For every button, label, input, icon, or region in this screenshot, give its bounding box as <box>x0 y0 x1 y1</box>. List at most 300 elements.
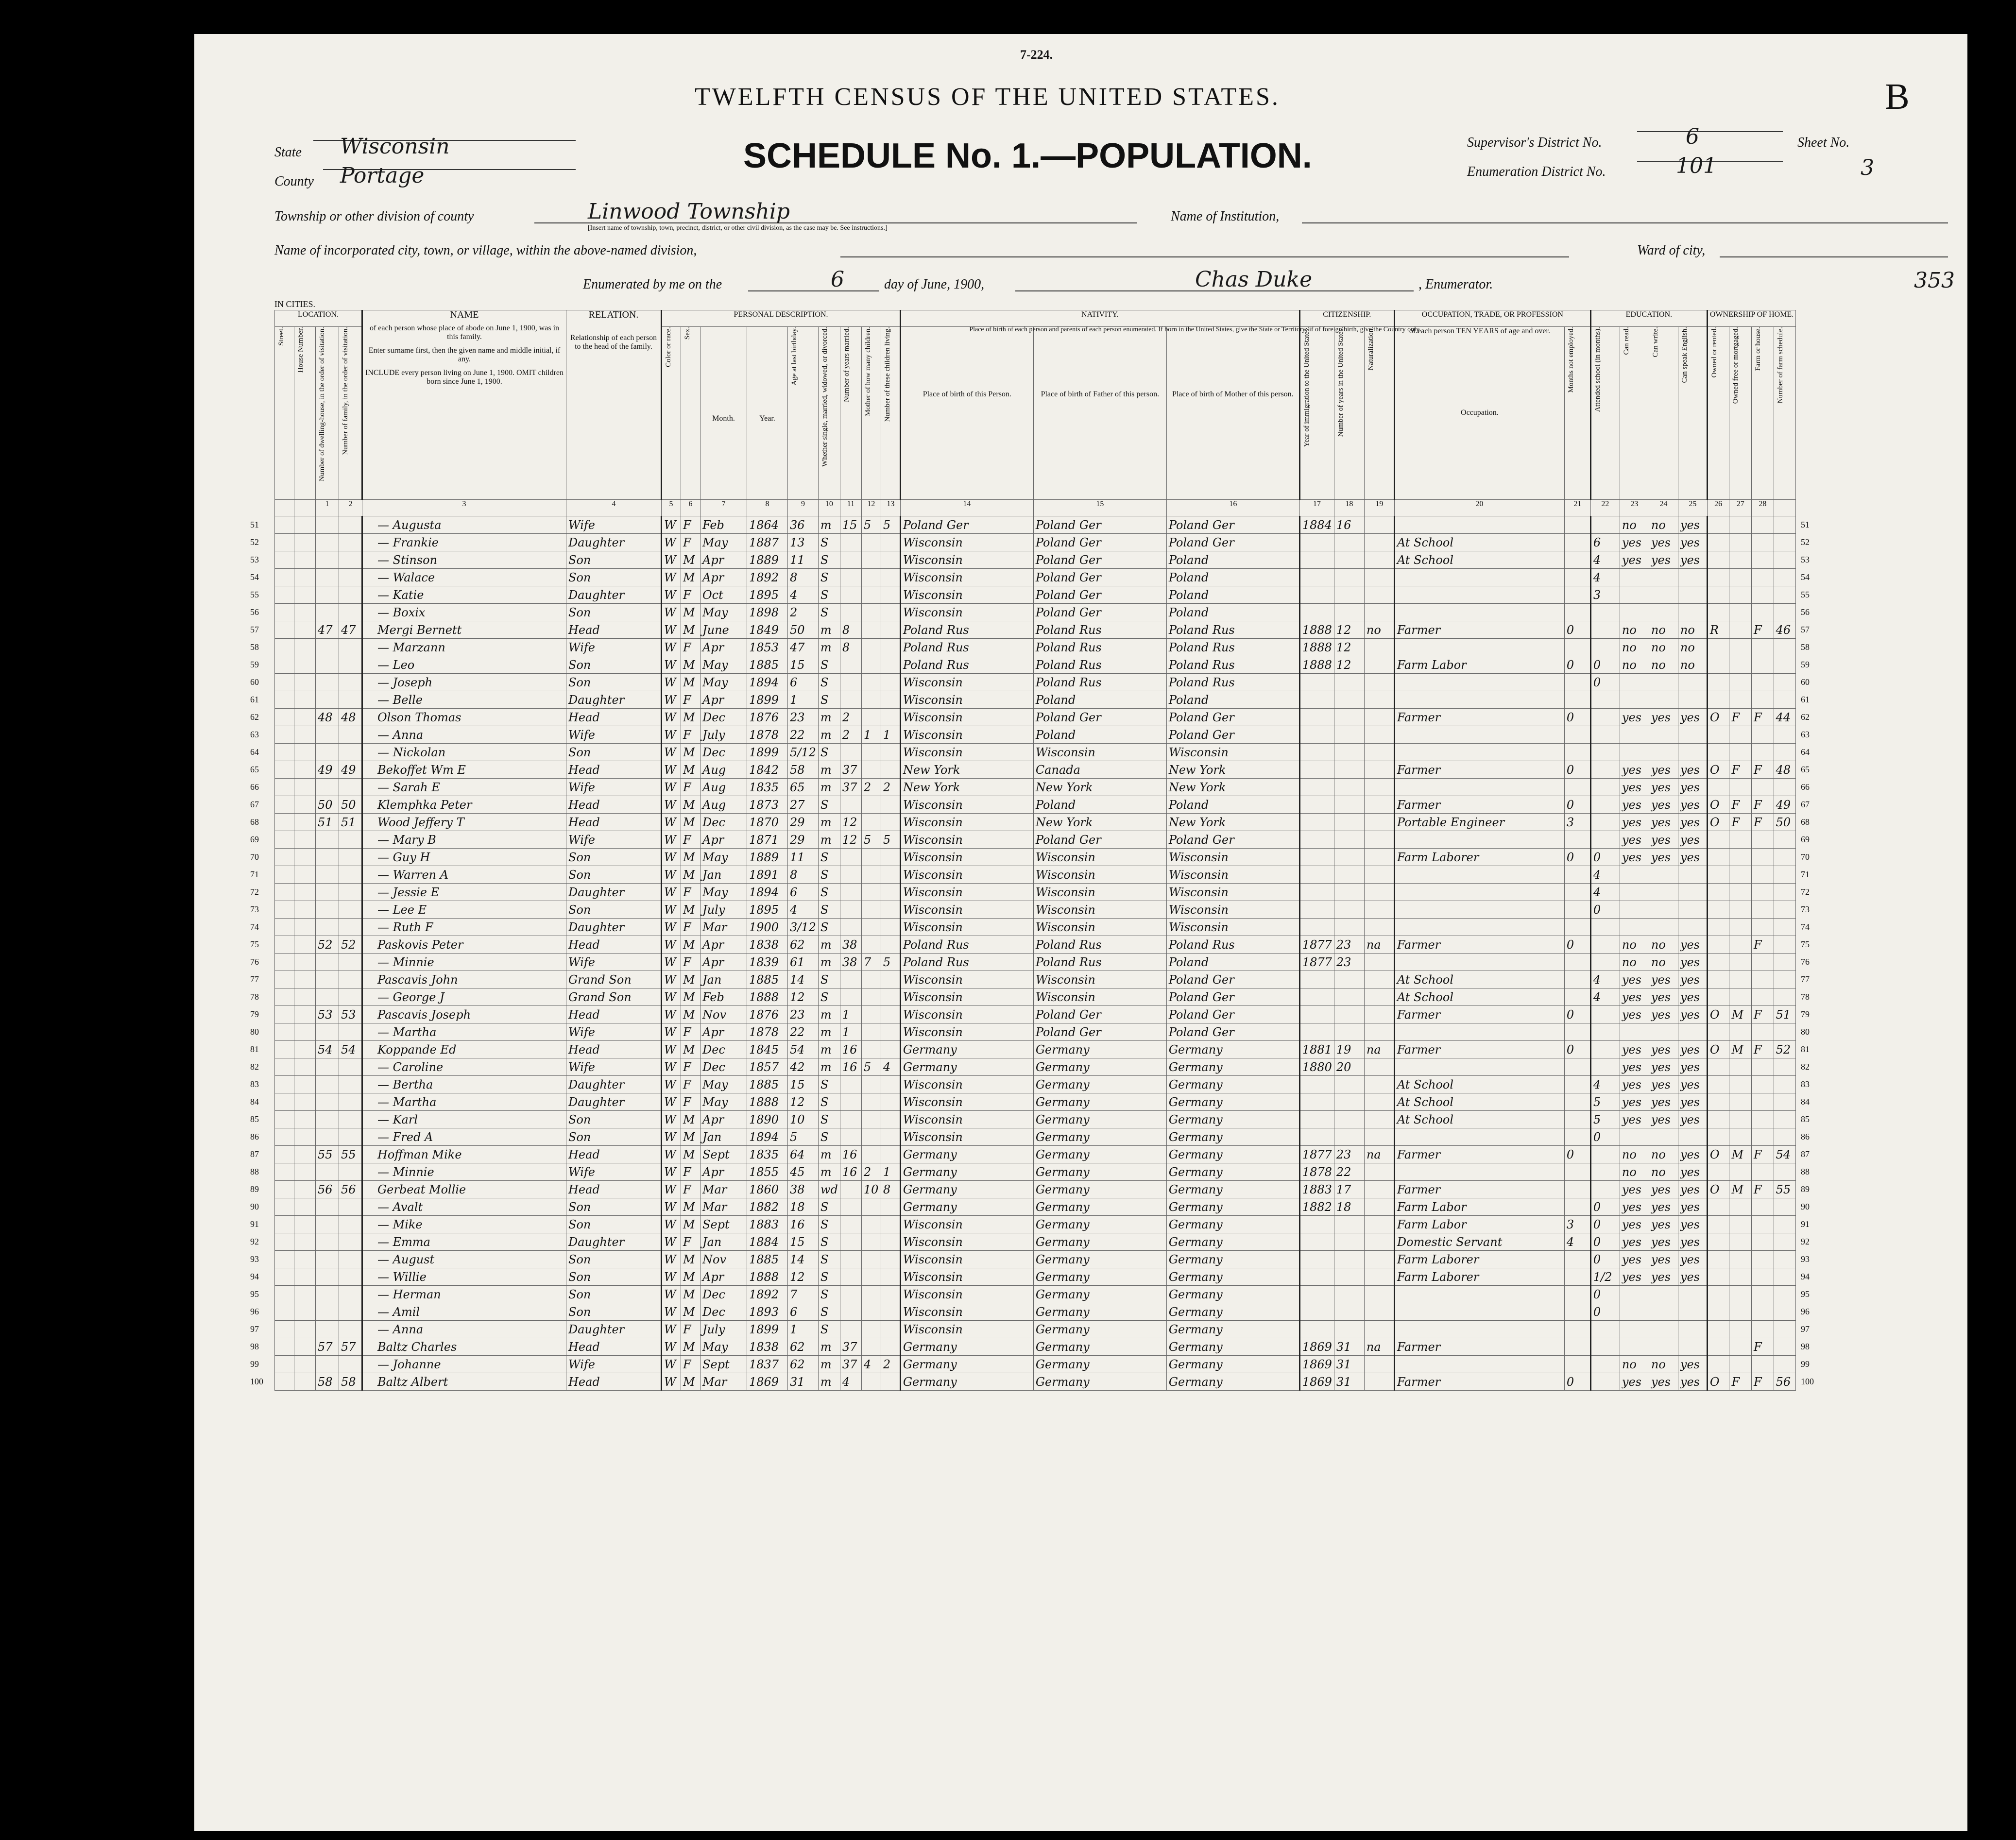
cell-farm <box>1752 726 1774 744</box>
cell-fsch <box>1774 866 1796 884</box>
line-number-left: 97 <box>250 1324 259 1334</box>
cell-fsch <box>1774 971 1796 988</box>
cell-yrs: 23 <box>1334 1146 1364 1163</box>
line-number-left: 65 <box>250 765 259 774</box>
cell-unemp <box>1564 1303 1590 1321</box>
cell-bp: Poland Rus <box>900 621 1033 639</box>
cell-bf: Poland Rus <box>1033 621 1166 639</box>
cell-dw: 55 <box>316 1146 339 1163</box>
cell-liv <box>881 1321 900 1338</box>
cell-bp: Wisconsin <box>900 796 1033 814</box>
cell-fam: 58 <box>339 1373 362 1391</box>
cell-month: Dec <box>700 1041 747 1058</box>
line-number-right: 95 <box>1801 1289 1810 1299</box>
cell-farm <box>1752 919 1774 936</box>
cell-rel: Daughter <box>566 1093 662 1111</box>
cell-mar: S <box>818 534 840 551</box>
cell-yrs <box>1334 1076 1364 1093</box>
cell-imm <box>1299 1321 1334 1338</box>
cell-dw <box>316 674 339 691</box>
cell-imm: 1869 <box>1299 1338 1334 1356</box>
cell-empty <box>294 1198 316 1216</box>
cell-moc <box>861 1006 881 1023</box>
cell-read: yes <box>1620 1058 1649 1076</box>
cell-mar: m <box>818 1006 840 1023</box>
cell-name: — Avalt <box>362 1198 566 1216</box>
cell-age: 61 <box>788 954 819 971</box>
birth-person-col <box>900 327 1033 500</box>
marital-col <box>818 327 840 500</box>
cell-liv <box>881 604 900 621</box>
cell-color: W <box>662 849 681 866</box>
cell-empty <box>294 551 316 569</box>
cell-fsch <box>1774 1058 1796 1076</box>
cell-sex: F <box>681 639 700 656</box>
cell-mort <box>1729 639 1752 656</box>
cell-bm: Poland Rus <box>1166 656 1299 674</box>
line-number-left: 69 <box>250 835 259 844</box>
cell-ym <box>840 604 861 621</box>
cell-bp: Wisconsin <box>900 726 1033 744</box>
cell-name: — Minnie <box>362 954 566 971</box>
cell-mar: S <box>818 1233 840 1251</box>
cell-liv <box>881 814 900 831</box>
cell-farm: F <box>1752 621 1774 639</box>
cell-speak: yes <box>1678 1163 1707 1181</box>
line-number-left: 58 <box>250 642 259 652</box>
cell-imm: 1883 <box>1299 1181 1334 1198</box>
table-row <box>275 639 1796 656</box>
cell-nat <box>1364 1303 1394 1321</box>
cell-read <box>1620 604 1649 621</box>
cell-rel: Head <box>566 621 662 639</box>
cell-bp: Wisconsin <box>900 1233 1033 1251</box>
cell-mar: S <box>818 796 840 814</box>
cell-sch <box>1590 1321 1620 1338</box>
cell-name: — Guy H <box>362 849 566 866</box>
cell-ym: 16 <box>840 1163 861 1181</box>
cell-year: 1894 <box>747 674 788 691</box>
cell-bf: Germany <box>1033 1321 1166 1338</box>
cell-dw <box>316 779 339 796</box>
cell-empty <box>275 1356 294 1373</box>
cell-sex: M <box>681 1251 700 1268</box>
cell-mort <box>1729 1268 1752 1286</box>
column-number: 24 <box>1649 500 1678 516</box>
cell-empty <box>294 919 316 936</box>
cell-year: 1878 <box>747 1023 788 1041</box>
cell-imm: 1877 <box>1299 936 1334 954</box>
cell-fsch <box>1774 639 1796 656</box>
cell-month: Apr <box>700 1023 747 1041</box>
cell-year: 1860 <box>747 1181 788 1198</box>
cell-own: O <box>1707 796 1729 814</box>
cell-bm: Germany <box>1166 1058 1299 1076</box>
table-row <box>275 954 1796 971</box>
cell-own <box>1707 1023 1729 1041</box>
cell-age: 6 <box>788 1303 819 1321</box>
cell-name: — Mary B <box>362 831 566 849</box>
cell-liv <box>881 901 900 919</box>
cell-ym: 37 <box>840 1338 861 1356</box>
cell-color: W <box>662 779 681 796</box>
cell-dw: 56 <box>316 1181 339 1198</box>
cell-speak: yes <box>1678 1181 1707 1198</box>
cell-liv <box>881 1128 900 1146</box>
cell-mort <box>1729 884 1752 901</box>
birth-mother-col <box>1166 327 1299 500</box>
cell-empty <box>275 814 294 831</box>
citizenship-header: CITIZENSHIP. <box>1299 310 1394 327</box>
relation-desc: Relationship of each person to the head of the family. <box>570 334 657 351</box>
line-number-left: 89 <box>250 1184 259 1194</box>
cell-occ <box>1394 1356 1564 1373</box>
cell-unemp <box>1564 1023 1590 1041</box>
cell-ym: 16 <box>840 1146 861 1163</box>
cell-farm <box>1752 639 1774 656</box>
column-number: 22 <box>1590 500 1620 516</box>
cell-bm: Poland Ger <box>1166 726 1299 744</box>
cell-dw <box>316 604 339 621</box>
cell-liv <box>881 691 900 709</box>
cell-write <box>1649 674 1678 691</box>
cell-nat <box>1364 604 1394 621</box>
cell-color: W <box>662 1251 681 1268</box>
color-col <box>662 327 681 500</box>
cell-moc <box>861 1216 881 1233</box>
cell-sex: F <box>681 516 700 534</box>
cell-nat <box>1364 831 1394 849</box>
cell-liv <box>881 1303 900 1321</box>
cell-color: W <box>662 884 681 901</box>
cell-speak: yes <box>1678 988 1707 1006</box>
line-number-right: 76 <box>1801 957 1810 967</box>
cell-bf: Germany <box>1033 1093 1166 1111</box>
cell-write <box>1649 726 1678 744</box>
table-row <box>275 1093 1796 1111</box>
cell-age: 10 <box>788 1111 819 1128</box>
cell-yrs <box>1334 1093 1364 1111</box>
cell-yrs <box>1334 1321 1364 1338</box>
cell-unemp: 0 <box>1564 761 1590 779</box>
cell-write: yes <box>1649 1041 1678 1058</box>
cell-bp: Poland Rus <box>900 639 1033 656</box>
cell-moc <box>861 1198 881 1216</box>
cell-mort <box>1729 621 1752 639</box>
cell-bm: Germany <box>1166 1356 1299 1373</box>
line-number-left: 59 <box>250 660 259 669</box>
cell-yrs <box>1334 709 1364 726</box>
cell-age: 12 <box>788 1268 819 1286</box>
cell-empty <box>294 1338 316 1356</box>
cell-write: yes <box>1649 1006 1678 1023</box>
line-number-right: 99 <box>1801 1359 1810 1369</box>
cell-own <box>1707 1303 1729 1321</box>
cell-month: Nov <box>700 1251 747 1268</box>
cell-moc <box>861 551 881 569</box>
cell-sex: F <box>681 726 700 744</box>
cell-bf: Germany <box>1033 1163 1166 1181</box>
cell-mar: m <box>818 1041 840 1058</box>
county-value: Portage <box>340 163 425 188</box>
cell-empty <box>275 1303 294 1321</box>
line-number-left: 51 <box>250 520 259 529</box>
cell-mort <box>1729 726 1752 744</box>
cell-farm <box>1752 988 1774 1006</box>
cell-own <box>1707 656 1729 674</box>
cell-color: W <box>662 1356 681 1373</box>
cell-unemp: 0 <box>1564 656 1590 674</box>
line-number-left: 94 <box>250 1272 259 1281</box>
cell-yrs <box>1334 726 1364 744</box>
cell-bf: Wisconsin <box>1033 901 1166 919</box>
cell-sex: F <box>681 1321 700 1338</box>
cell-bm: Germany <box>1166 1268 1299 1286</box>
cell-occ: At School <box>1394 1076 1564 1093</box>
cell-liv: 4 <box>881 1058 900 1076</box>
cell-sch: 4 <box>1590 971 1620 988</box>
cell-color: W <box>662 1128 681 1146</box>
cell-occ <box>1394 1321 1564 1338</box>
cell-bm: Wisconsin <box>1166 744 1299 761</box>
cell-imm <box>1299 901 1334 919</box>
cell-name: — Belle <box>362 691 566 709</box>
line-number-left: 61 <box>250 695 259 704</box>
cell-ym: 1 <box>840 1006 861 1023</box>
cell-fsch: 51 <box>1774 1006 1796 1023</box>
cell-own <box>1707 919 1729 936</box>
cell-mar: S <box>818 1111 840 1128</box>
cell-rel: Son <box>566 674 662 691</box>
cell-occ <box>1394 674 1564 691</box>
table-row <box>275 936 1796 954</box>
cell-liv <box>881 586 900 604</box>
cell-bp: New York <box>900 761 1033 779</box>
cell-rel: Son <box>566 656 662 674</box>
line-number-right: 81 <box>1801 1044 1810 1054</box>
cell-empty <box>275 936 294 954</box>
cell-bm: Germany <box>1166 1076 1299 1093</box>
table-row <box>275 1321 1796 1338</box>
ownership-header: OWNERSHIP OF HOME. <box>1707 310 1795 327</box>
cell-bf: Germany <box>1033 1251 1166 1268</box>
cell-empty <box>294 1251 316 1268</box>
cell-mar: S <box>818 744 840 761</box>
cell-bm: Germany <box>1166 1093 1299 1111</box>
cell-imm <box>1299 1286 1334 1303</box>
line-number-left: 57 <box>250 625 259 634</box>
cell-empty <box>294 814 316 831</box>
cell-farm <box>1752 849 1774 866</box>
cell-moc <box>861 1303 881 1321</box>
cell-ym: 2 <box>840 709 861 726</box>
cell-write <box>1649 691 1678 709</box>
cell-bf: Canada <box>1033 761 1166 779</box>
cell-empty <box>275 919 294 936</box>
cell-sch <box>1590 1146 1620 1163</box>
cell-read <box>1620 919 1649 936</box>
cell-own <box>1707 971 1729 988</box>
owned-rented-col <box>1707 327 1729 500</box>
cell-name: — Nickolan <box>362 744 566 761</box>
cell-year: 1878 <box>747 726 788 744</box>
cell-farm <box>1752 954 1774 971</box>
cell-bp: Wisconsin <box>900 1216 1033 1233</box>
township-label: Township or other division of county <box>274 209 474 224</box>
cell-empty <box>275 849 294 866</box>
cell-sex: M <box>681 1198 700 1216</box>
cell-bm: Poland Rus <box>1166 936 1299 954</box>
cell-empty <box>294 674 316 691</box>
cell-farm <box>1752 1111 1774 1128</box>
cell-ym <box>840 1181 861 1198</box>
cell-empty <box>294 936 316 954</box>
cell-dw <box>316 1321 339 1338</box>
cell-farm: F <box>1752 761 1774 779</box>
cell-fam <box>339 674 362 691</box>
cell-bp: Wisconsin <box>900 1251 1033 1268</box>
cell-occ <box>1394 901 1564 919</box>
cell-mort: M <box>1729 1146 1752 1163</box>
cell-liv <box>881 1216 900 1233</box>
cell-read <box>1620 569 1649 586</box>
cell-imm: 1888 <box>1299 621 1334 639</box>
cell-fam <box>339 988 362 1006</box>
cell-occ: At School <box>1394 1093 1564 1111</box>
cell-rel: Son <box>566 1128 662 1146</box>
line-number-right: 92 <box>1801 1237 1810 1246</box>
cell-liv <box>881 1251 900 1268</box>
column-number: 16 <box>1166 500 1299 516</box>
cell-sch: 0 <box>1590 656 1620 674</box>
cell-bm: Wisconsin <box>1166 901 1299 919</box>
state-value: Wisconsin <box>340 134 450 159</box>
column-number: 18 <box>1334 500 1364 516</box>
cell-sch <box>1590 1023 1620 1041</box>
cell-sex: M <box>681 744 700 761</box>
cell-sex: M <box>681 1338 700 1356</box>
cell-empty <box>294 796 316 814</box>
cell-liv <box>881 1268 900 1286</box>
line-number-left: 56 <box>250 607 259 617</box>
line-number-left: 81 <box>250 1044 259 1054</box>
cell-nat <box>1364 1268 1394 1286</box>
cell-farm <box>1752 1023 1774 1041</box>
cell-mort <box>1729 1023 1752 1041</box>
cell-imm: 1880 <box>1299 1058 1334 1076</box>
cell-speak: yes <box>1678 849 1707 866</box>
cell-mort <box>1729 936 1752 954</box>
cell-bp: Wisconsin <box>900 1006 1033 1023</box>
cell-bf: Germany <box>1033 1198 1166 1216</box>
line-number-left: 64 <box>250 747 259 757</box>
name-instr: Enter surname first, then the given name and middle initial, if any. <box>368 346 561 363</box>
cell-read: no <box>1620 516 1649 534</box>
cell-speak: yes <box>1678 954 1707 971</box>
cell-read: yes <box>1620 1111 1649 1128</box>
cell-age: 2 <box>788 604 819 621</box>
cell-bm: Germany <box>1166 1041 1299 1058</box>
cell-read: yes <box>1620 1233 1649 1251</box>
cell-nat <box>1364 866 1394 884</box>
cell-mort <box>1729 1338 1752 1356</box>
cell-read: yes <box>1620 1093 1649 1111</box>
table-row <box>275 1268 1796 1286</box>
cell-fsch <box>1774 1023 1796 1041</box>
cell-age: 29 <box>788 831 819 849</box>
cell-farm <box>1752 866 1774 884</box>
cell-nat <box>1364 1216 1394 1233</box>
cell-bm: Wisconsin <box>1166 884 1299 901</box>
cell-fam <box>339 534 362 551</box>
cell-bm: Germany <box>1166 1233 1299 1251</box>
mortgaged-label: Owned free or mortgaged. <box>1732 327 1740 404</box>
cell-sch <box>1590 936 1620 954</box>
line-number-right: 73 <box>1801 904 1810 914</box>
cell-imm: 1881 <box>1299 1041 1334 1058</box>
line-number-left: 68 <box>250 817 259 827</box>
cell-ym: 1 <box>840 1023 861 1041</box>
table-row <box>275 691 1796 709</box>
cell-sex: M <box>681 849 700 866</box>
cell-bp: Wisconsin <box>900 569 1033 586</box>
cell-fsch <box>1774 674 1796 691</box>
table-row <box>275 1146 1796 1163</box>
cell-liv: 2 <box>881 779 900 796</box>
cell-sch <box>1590 691 1620 709</box>
cell-fsch <box>1774 1216 1796 1233</box>
supervisor-label: Supervisor's District No. <box>1467 135 1602 150</box>
cell-speak: yes <box>1678 936 1707 954</box>
cell-year: 1892 <box>747 569 788 586</box>
cell-sch: 0 <box>1590 1303 1620 1321</box>
cell-sch <box>1590 1181 1620 1198</box>
cell-empty <box>294 744 316 761</box>
cell-sex: M <box>681 814 700 831</box>
cell-dw <box>316 534 339 551</box>
cell-own <box>1707 988 1729 1006</box>
cell-year: 1842 <box>747 761 788 779</box>
cell-unemp <box>1564 779 1590 796</box>
cell-bp: Poland Ger <box>900 516 1033 534</box>
cell-year: 1889 <box>747 551 788 569</box>
cell-rel: Head <box>566 936 662 954</box>
nativity-header <box>900 310 1299 327</box>
cell-own <box>1707 639 1729 656</box>
cell-age: 6 <box>788 884 819 901</box>
line-number-right: 57 <box>1801 625 1810 634</box>
cell-farm <box>1752 1286 1774 1303</box>
cell-yrs <box>1334 919 1364 936</box>
cell-dw <box>316 866 339 884</box>
cell-sex: F <box>681 1058 700 1076</box>
cell-sex: F <box>681 1093 700 1111</box>
county-label: County <box>274 174 314 189</box>
cell-moc <box>861 674 881 691</box>
cell-dw: 49 <box>316 761 339 779</box>
cell-mar: m <box>818 779 840 796</box>
cell-own: O <box>1707 1181 1729 1198</box>
cell-mort <box>1729 1356 1752 1373</box>
cell-year: 1889 <box>747 849 788 866</box>
cell-fam: 51 <box>339 814 362 831</box>
marital-label: Whether single, married, widowed, or divorced. <box>820 327 829 467</box>
cell-mort <box>1729 674 1752 691</box>
sex-label: Sex. <box>683 327 691 340</box>
cell-empty <box>275 639 294 656</box>
cell-speak <box>1678 1338 1707 1356</box>
cell-bp: Wisconsin <box>900 1128 1033 1146</box>
